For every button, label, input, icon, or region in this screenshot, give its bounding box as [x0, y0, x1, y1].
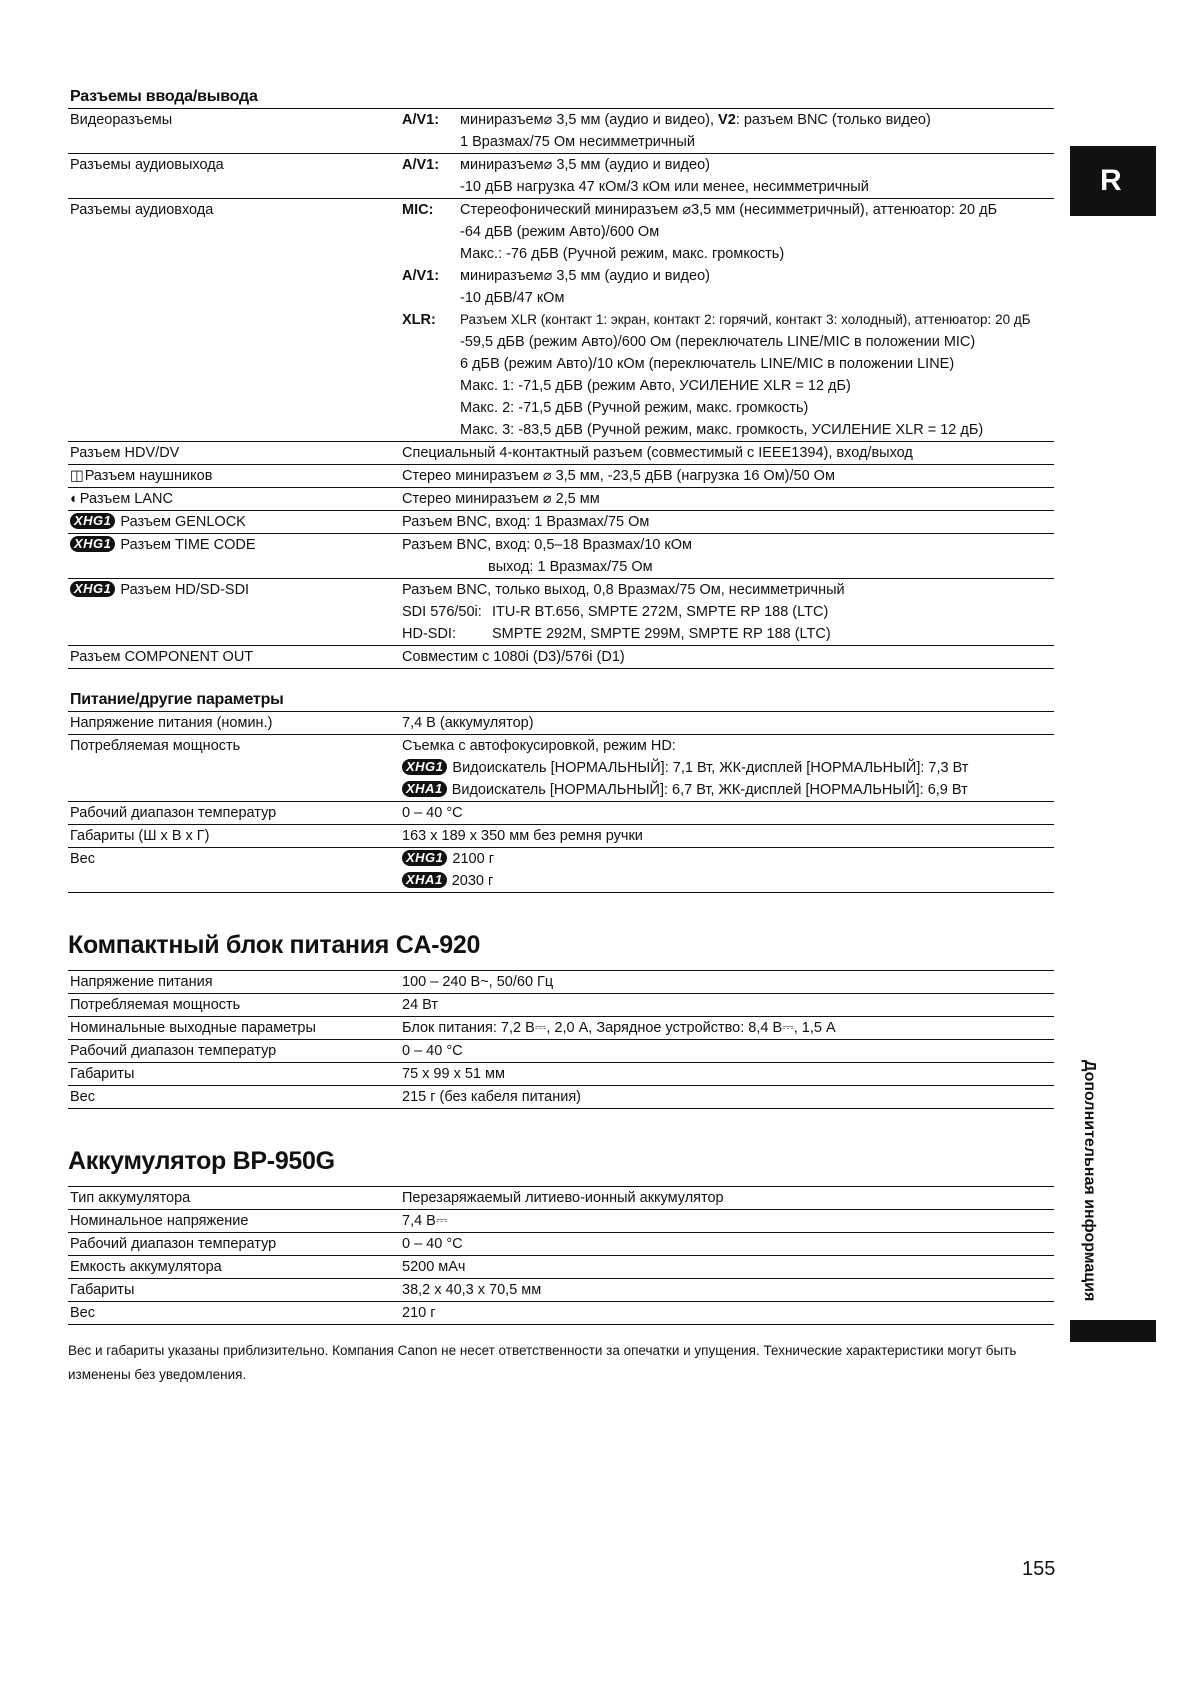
value-text: -10 дБВ нагрузка 47 кОм/3 кОм или менее, несимметричный	[460, 179, 869, 195]
power-title: Питание/другие параметры	[70, 691, 284, 708]
row-label: Разъемы аудиовыхода	[70, 157, 224, 173]
value-text: -64 дБВ (режим Авто)/600 Ом	[460, 224, 660, 240]
value-text: Съемка с автофокусировкой, режим HD:	[402, 738, 676, 754]
row-label: Разъем HDV/DV	[70, 445, 180, 461]
ca920-title: Компактный блок питания CA-920	[68, 931, 481, 959]
bp950g-title: Аккумулятор BP-950G	[68, 1147, 335, 1175]
side-label: Дополнительная информация	[1081, 1060, 1098, 1302]
table-row	[68, 1279, 1054, 1302]
table-row	[68, 1210, 1054, 1233]
table-row	[68, 735, 1054, 802]
value-text: миниразъем⌀ 3,5 мм (аудио и видео)	[460, 157, 710, 173]
value-text: ITU-R BT.656, SMPTE 272M, SMPTE RP 188 (LTC)	[492, 604, 829, 620]
row-label: Габариты	[70, 1282, 135, 1298]
row-label: Разъемы аудиовхода	[70, 202, 214, 218]
row-label: Номинальное напряжение	[70, 1213, 249, 1229]
table-row	[68, 1233, 1054, 1256]
row-label: Вес	[70, 851, 95, 867]
row-label: Напряжение питания	[70, 974, 213, 990]
row-label: Рабочий диапазон температур	[70, 1236, 277, 1252]
row-label	[68, 465, 400, 488]
value-text: Макс. 1: -71,5 дБВ (режим Авто, УСИЛЕНИЕ XLR = 12 дБ)	[460, 378, 851, 394]
table-row	[68, 488, 1054, 511]
label-text: Разъем HD/SD-SDI	[120, 582, 250, 598]
row-value: Специальный 4-контактный разъем (совместимый с IEEE1394), вход/выход	[402, 445, 913, 461]
label-text: Разъем GENLOCK	[120, 514, 246, 530]
bp950g-table	[68, 1186, 1054, 1325]
value-text: Макс. 2: -71,5 дБВ (Ручной режим, макс. громкость)	[460, 400, 809, 416]
key-label: XLR:	[402, 312, 436, 328]
key-label: HD-SDI:	[402, 626, 456, 642]
table-row	[68, 1017, 1054, 1040]
row-value: Перезаряжаемый литиево-ионный аккумулятор	[402, 1190, 724, 1206]
value-text: 6 дБВ (режим Авто)/10 кОм (переключатель LINE/MIC в положении LINE)	[460, 356, 955, 372]
spec-content	[68, 88, 1054, 1387]
section-tab	[1070, 146, 1156, 216]
row-value	[400, 199, 1054, 442]
value-text: Видоискатель [НОРМАЛЬНЫЙ]: 6,7 Вт, ЖК-дисплей [НОРМАЛЬНЫЙ]: 6,9 Вт	[451, 782, 968, 798]
row-value: 163 x 189 x 350 мм без ремня ручки	[402, 828, 643, 844]
row-value: 5200 мАч	[402, 1259, 466, 1275]
row-label: Номинальные выходные параметры	[70, 1020, 316, 1036]
row-label	[68, 511, 400, 534]
model-badge-xhg1: XHG1	[70, 581, 115, 597]
table-row	[68, 1040, 1054, 1063]
table-row	[68, 1256, 1054, 1279]
ca920-table	[68, 970, 1054, 1109]
section-tab-letter: R	[1100, 164, 1122, 197]
row-label: Напряжение питания (номин.)	[70, 715, 273, 731]
key-label: A/V1:	[402, 157, 440, 173]
io-table	[68, 108, 1054, 669]
model-badge-xhg1: XHG1	[70, 536, 115, 552]
row-label: Вес	[70, 1089, 95, 1105]
row-label: Рабочий диапазон температур	[70, 805, 277, 821]
row-value: Стерео миниразъем ⌀ 2,5 мм	[402, 491, 600, 507]
value-text: : разъем BNC (только видео)	[735, 112, 931, 128]
row-value	[400, 579, 1054, 646]
table-row	[68, 534, 1054, 579]
table-row	[68, 971, 1054, 994]
value-text: -59,5 дБВ (режим Авто)/600 Ом (переключатель LINE/MIC в положении MIC)	[460, 334, 976, 350]
table-row	[68, 1187, 1054, 1210]
row-value	[400, 154, 1054, 199]
page-number: 155	[1022, 1558, 1056, 1580]
model-badge-xha1: XHA1	[402, 781, 447, 797]
value-text: Видоискатель [НОРМАЛЬНЫЙ]: 7,1 Вт, ЖК-дисплей [НОРМАЛЬНЫЙ]: 7,3 Вт	[452, 760, 969, 776]
value-text: Макс.: -76 дБВ (Ручной режим, макс. громкость)	[460, 246, 785, 262]
row-value: Блок питания: 7,2 В⎓, 2,0 А, Зарядное устройство: 8,4 В⎓, 1,5 А	[402, 1020, 836, 1036]
row-value: 0 – 40 °C	[402, 1043, 463, 1059]
row-value: Стерео миниразъем ⌀ 3,5 мм, -23,5 дБВ (нагрузка 16 Ом)/50 Ом	[402, 468, 835, 484]
row-value	[400, 848, 1054, 893]
table-row	[68, 465, 1054, 488]
table-row	[68, 579, 1054, 646]
table-row	[68, 646, 1054, 669]
side-tab-marker	[1070, 1320, 1156, 1342]
row-label: Видеоразъемы	[70, 112, 173, 128]
power-table	[68, 711, 1054, 893]
row-value: 38,2 x 40,3 x 70,5 мм	[402, 1282, 542, 1298]
value-text: SMPTE 292M, SMPTE 299M, SMPTE RP 188 (LTC)	[492, 626, 831, 642]
row-value: Совместим с 1080i (D3)/576i (D1)	[402, 649, 625, 665]
value-text: выход: 1 Вразмах/75 Ом	[488, 559, 653, 575]
model-badge-xha1: XHA1	[402, 872, 447, 888]
table-row	[68, 1063, 1054, 1086]
row-label: Емкость аккумулятора	[70, 1259, 222, 1275]
row-label: Рабочий диапазон температур	[70, 1043, 277, 1059]
key-label: A/V1:	[402, 268, 440, 284]
table-row	[68, 511, 1054, 534]
table-row	[68, 994, 1054, 1017]
table-row	[68, 712, 1054, 735]
row-label	[68, 579, 400, 646]
headphones-icon: ◫	[70, 468, 84, 484]
row-value: 75 x 99 x 51 мм	[402, 1066, 505, 1082]
row-value: 7,4 В (аккумулятор)	[402, 715, 534, 731]
table-row	[68, 199, 1054, 442]
row-label: Разъем COMPONENT OUT	[70, 649, 254, 665]
row-value: 0 – 40 °C	[402, 1236, 463, 1252]
model-badge-xhg1: XHG1	[402, 759, 447, 775]
row-label: Габариты	[70, 1066, 135, 1082]
value-text: Разъем XLR (контакт 1: экран, контакт 2: горячий, контакт 3: холодный), аттенюатор: 20 дБ	[460, 312, 1031, 327]
table-row	[68, 1302, 1054, 1325]
label-text: Разъем наушников	[84, 468, 213, 484]
row-label: Габариты (Ш x В x Г)	[70, 828, 210, 844]
row-value: 210 г	[402, 1305, 436, 1321]
key-label: A/V1:	[402, 112, 440, 128]
table-row	[68, 825, 1054, 848]
value-text: Макс. 3: -83,5 дБВ (Ручной режим, макс. громкость, УСИЛЕНИЕ XLR = 12 дБ)	[460, 422, 984, 438]
row-label: Тип аккумулятора	[70, 1190, 191, 1206]
row-value: 100 – 240 В~, 50/60 Гц	[402, 974, 554, 990]
table-row	[68, 848, 1054, 893]
row-label	[68, 488, 400, 511]
table-row	[68, 109, 1054, 154]
label-text: Разъем LANC	[79, 491, 173, 507]
model-badge-xhg1: XHG1	[70, 513, 115, 529]
table-row	[68, 802, 1054, 825]
row-label	[68, 534, 400, 579]
row-value: 24 Вт	[402, 997, 438, 1013]
value-text: миниразъем⌀ 3,5 мм (аудио и видео),	[460, 112, 719, 128]
value-text: Разъем BNC, только выход, 0,8 Вразмах/75 Ом, несимметричный	[402, 582, 845, 598]
key-label: V2	[718, 112, 736, 128]
key-label: SDI 576/50i:	[402, 604, 482, 620]
row-label: Потребляемая мощность	[70, 997, 241, 1013]
value-text: -10 дБВ/47 кОм	[460, 290, 565, 306]
row-value: Разъем BNC, вход: 1 Вразмах/75 Ом	[402, 514, 650, 530]
row-value: 0 – 40 °C	[402, 805, 463, 821]
value-text: 2030 г	[451, 873, 494, 889]
row-value	[400, 109, 1054, 154]
row-value: 7,4 В⎓	[402, 1213, 448, 1229]
model-badge-xhg1: XHG1	[402, 850, 447, 866]
row-label: Вес	[70, 1305, 95, 1321]
value-text: 2100 г	[452, 851, 494, 867]
lanc-icon: ◐	[70, 491, 79, 507]
row-value: 215 г (без кабеля питания)	[402, 1089, 582, 1105]
value-text: Стереофонический миниразъем ⌀3,5 мм (несимметричный), аттенюатор: 20 дБ	[460, 202, 998, 218]
row-value	[400, 534, 1054, 579]
table-row	[68, 154, 1054, 199]
row-label: Потребляемая мощность	[70, 738, 241, 754]
value-text: 1 Вразмах/75 Ом несимметричный	[460, 134, 695, 150]
footnote: Вес и габариты указаны приблизительно. Компания Canon не несет ответственности за опечатки и упущения. Технические характеристики могут быть изменены без уведомления.	[68, 1343, 1017, 1382]
io-title: Разъемы ввода/вывода	[70, 88, 258, 105]
row-value	[400, 735, 1054, 802]
label-text: Разъем TIME CODE	[120, 537, 256, 553]
value-text: Разъем BNC, вход: 0,5–18 Вразмах/10 кОм	[402, 537, 692, 553]
value-text: миниразъем⌀ 3,5 мм (аудио и видео)	[460, 268, 710, 284]
key-label: MIC:	[402, 202, 434, 218]
table-row	[68, 1086, 1054, 1109]
table-row	[68, 442, 1054, 465]
